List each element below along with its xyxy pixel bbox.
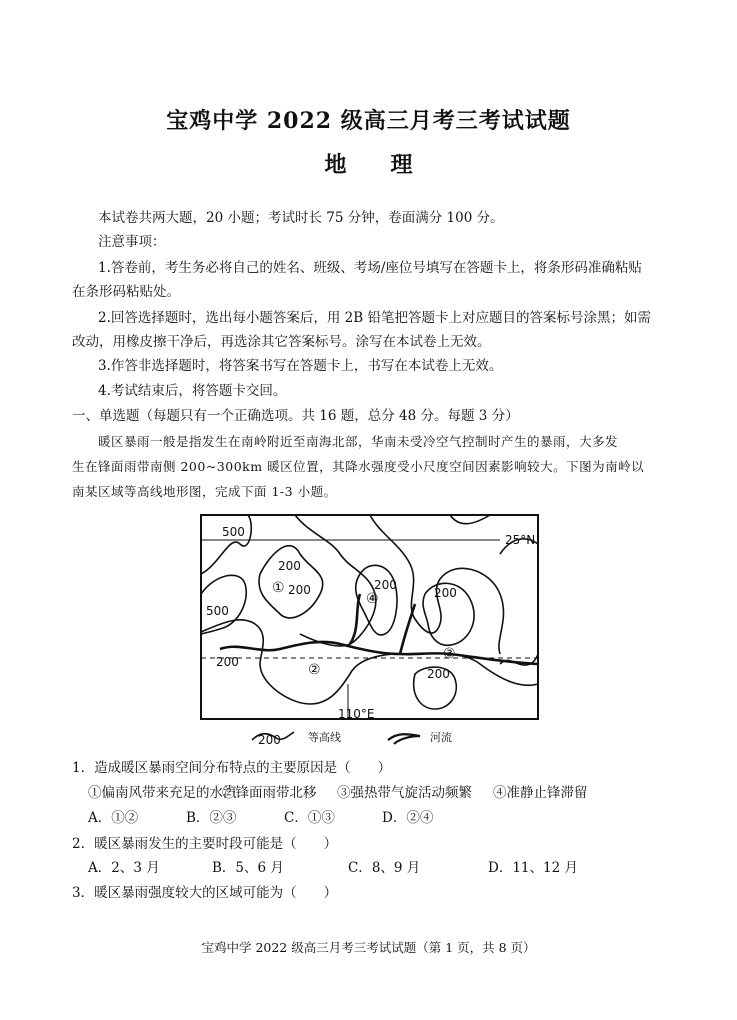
notice-item-2-line-2: 改动，用橡皮擦干净后，再选涂其它答案标号。涂写在本试卷上无效。 xyxy=(72,334,491,350)
notice-item-3: 3.作答非选择题时，将答案书写在答题卡上，书写在本试卷上无效。 xyxy=(98,358,503,374)
contour-label-200-c: 200 xyxy=(216,655,239,669)
question-2-stem: 2．暖区暴雨发生的主要时段可能是（ ） xyxy=(72,836,338,852)
q1-statement-1: ①偏南风带来充足的水汽 xyxy=(88,785,237,801)
marker-4: ④ xyxy=(366,591,379,607)
legend-river-symbol xyxy=(388,734,420,744)
q1-option-d[interactable]: D．②④ xyxy=(382,810,434,826)
contour-map xyxy=(200,514,540,726)
notice-item-1-line-1: 1.答卷前，考生务必将自己的姓名、班级、考场/座位号填写在答题卡上，将条形码准确粘贴 xyxy=(98,260,642,276)
question-1-statements xyxy=(88,783,688,803)
q2-option-c[interactable]: C．8、9 月 xyxy=(348,860,421,876)
q2-option-d[interactable]: D．11、12 月 xyxy=(488,860,578,876)
subject-title: 地 理 xyxy=(324,152,413,178)
question-3-stem: 3．暖区暴雨强度较大的区域可能为（ ） xyxy=(72,885,338,901)
map-legend xyxy=(248,724,508,752)
legend-contour-value: 200 xyxy=(258,733,281,747)
legend-river-label: 河流 xyxy=(430,731,452,744)
contour-label-200-e: 200 xyxy=(434,586,457,600)
intro-text: 本试卷共两大题，20 小题；考试时长 75 分钟，卷面满分 100 分。 xyxy=(98,210,504,226)
question-1-stem: 1．造成暖区暴雨空间分布特点的主要原因是（ ） xyxy=(72,760,392,776)
q1-option-a[interactable]: A．①② xyxy=(88,810,139,826)
legend-contour-label: 等高线 xyxy=(308,731,341,744)
question-1-options xyxy=(88,808,688,828)
page-footer: 宝鸡中学 2022 级高三月考三考试试题（第 1 页，共 8 页） xyxy=(201,940,536,955)
notice-item-4: 4.考试结束后，将答题卡交回。 xyxy=(98,383,287,399)
q1-option-c[interactable]: C．①③ xyxy=(284,810,335,826)
section-heading: 一、单选题（每题只有一个正确选项。共 16 题，总分 48 分。每题 3 分） xyxy=(72,408,519,424)
contour-label-200-d: 200 xyxy=(374,578,397,592)
q1-statement-2: ②锋面雨带北移 xyxy=(222,785,317,801)
map-frame xyxy=(201,515,538,719)
question-2-options xyxy=(88,858,688,878)
notice-label: 注意事项： xyxy=(98,234,166,250)
contour-lines xyxy=(201,515,538,709)
q2-option-b[interactable]: B．5、6 月 xyxy=(212,860,284,876)
q2-option-a[interactable]: A．2、3 月 xyxy=(88,860,160,876)
contour-label-500-top: 500 xyxy=(222,525,245,539)
notice-item-2-line-1: 2.回答选择题时，选出每小题答案后，用 2B 铅笔把答题卡上对应题目的答案标号涂黑；如需 xyxy=(98,310,651,326)
marker-3: ③ xyxy=(443,646,456,662)
passage-line-1: 暖区暴雨一般是指发生在南岭附近至南海北部，华南未受冷空气控制时产生的暴雨，大多发 xyxy=(98,434,619,449)
longitude-label: 110°E xyxy=(338,707,375,721)
contour-label-500-left: 500 xyxy=(206,604,229,618)
marker-1: ① xyxy=(272,580,285,596)
q1-option-b[interactable]: B．②③ xyxy=(186,810,237,826)
contour-label-200-a: 200 xyxy=(278,559,301,573)
marker-2: ② xyxy=(308,662,321,678)
notice-item-1-line-2: 在条形码粘贴处。 xyxy=(72,284,180,300)
contour-label-200-b: 200 xyxy=(288,583,311,597)
river-lines xyxy=(220,594,538,664)
latitude-label: 25°N xyxy=(505,533,536,547)
exam-title: 宝鸡中学 2022 级高三月考三考试试题 xyxy=(166,108,571,134)
contour-label-200-f: 200 xyxy=(427,667,450,681)
passage-line-2: 生在锋面雨带南侧 200~300km 暖区位置，其降水强度受小尺度空间因素影响较大。下图为南岭以 xyxy=(72,459,645,474)
q1-statement-4: ④准静止锋滞留 xyxy=(493,785,588,801)
q1-statement-3: ③强热带气旋活动频繁 xyxy=(337,785,472,801)
passage-line-3: 南某区域等高线地形图，完成下面 1-3 小题。 xyxy=(72,484,337,499)
